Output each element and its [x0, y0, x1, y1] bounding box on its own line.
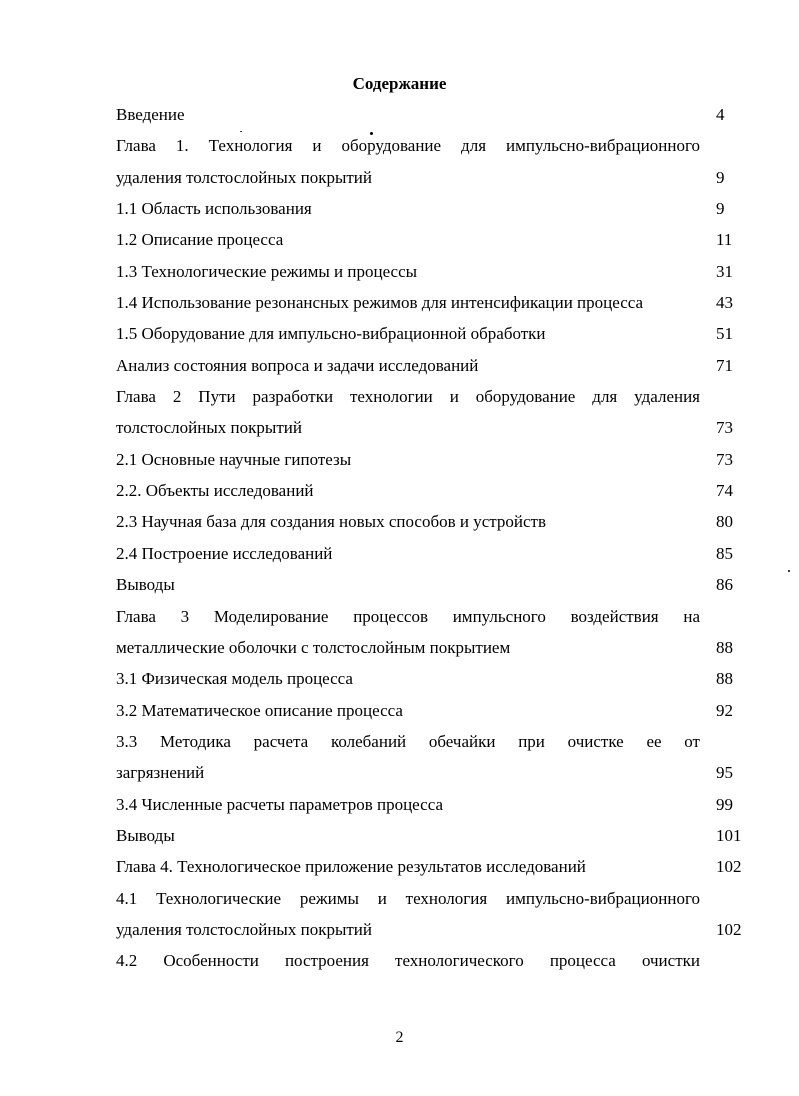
- toc-entry-text: 2.2. Объекты исследований: [116, 481, 314, 501]
- toc-entry: [0, 695, 799, 726]
- toc-entry-page: 73: [716, 418, 733, 438]
- toc-entry-text: Выводы: [116, 825, 175, 845]
- toc-entry-text: 4.1 Технологические режимы и технология импульсно-вибрационного: [116, 888, 700, 908]
- toc-entry: [0, 99, 799, 130]
- toc-entry: [0, 538, 799, 569]
- toc-entry: [0, 632, 799, 663]
- toc-entry-page: 71: [716, 355, 733, 375]
- toc-entry-text: 4.2 Особенности построения технологического процесса очистки: [116, 951, 700, 971]
- toc-entry-page: 51: [716, 324, 733, 344]
- toc-entry: [0, 820, 799, 851]
- toc-entry-page: 88: [716, 637, 733, 657]
- toc-entry-page: 11: [716, 230, 733, 250]
- toc-entry: [0, 162, 799, 193]
- toc-entry-text: удаления толстослойных покрытий: [116, 919, 373, 939]
- toc-entry-page: 31: [716, 261, 733, 281]
- toc-entry-text: 1.3 Технологические режимы и процессы: [116, 261, 418, 281]
- toc-entry-page: 73: [716, 449, 733, 469]
- toc-entry-page: 9: [716, 199, 725, 219]
- scan-speck: [370, 132, 373, 135]
- toc-entry-text: загрязнений: [116, 763, 205, 783]
- toc-entry: [0, 789, 799, 820]
- toc-entry: [0, 506, 799, 537]
- toc-entry-text: Глава 4. Технологическое приложение результатов исследований: [116, 857, 586, 877]
- toc-entry: [0, 726, 799, 757]
- toc-entry-text: металлические оболочки с толстослойным покрытием: [116, 637, 511, 657]
- toc-entry: [0, 663, 799, 694]
- toc-entry-text: 3.4 Численные расчеты параметров процесса: [116, 794, 443, 814]
- toc-entry-page: 88: [716, 669, 733, 689]
- toc-entry-text: Анализ состояния вопроса и задачи исследований: [116, 355, 479, 375]
- toc-entry: [0, 945, 799, 976]
- toc-entry-text: 2.4 Построение исследований: [116, 543, 333, 563]
- toc-entry-text: 1.4 Использование резонансных режимов для интенсификации процесса: [116, 293, 644, 313]
- toc-entry-text: Глава 2 Пути разработки технологии и оборудование для удаления: [116, 387, 700, 407]
- toc-entry: [0, 475, 799, 506]
- toc-entry: [0, 130, 799, 161]
- toc-entry: [0, 914, 799, 945]
- toc-entry-page: 102: [716, 919, 742, 939]
- toc-entry-page: 85: [716, 543, 733, 563]
- toc-entry: [0, 412, 799, 443]
- toc-entry-page: 74: [716, 481, 733, 501]
- toc-entry-text: удаления толстослойных покрытий: [116, 167, 373, 187]
- toc-entry-text: Введение: [116, 105, 185, 124]
- toc-entry-page: 80: [716, 512, 733, 532]
- toc-entry-page: 95: [716, 763, 733, 783]
- toc-entry-text: 1.5 Оборудование для импульсно-вибрационной обработки: [116, 324, 546, 344]
- toc-entry: [0, 193, 799, 224]
- scan-speck: [788, 570, 790, 572]
- toc-entry: [0, 601, 799, 632]
- toc-entry: [0, 757, 799, 788]
- toc-entry: [0, 381, 799, 412]
- toc-entry-text: 3.3 Методика расчета колебаний обечайки при очистке ее от: [116, 731, 700, 751]
- toc-entry: [0, 224, 799, 255]
- toc-entry-page: 92: [716, 700, 733, 720]
- toc-list: [0, 99, 799, 977]
- toc-entry: [0, 883, 799, 914]
- toc-entry: [0, 256, 799, 287]
- toc-entry-text: Выводы: [116, 575, 175, 595]
- toc-entry-page: 9: [716, 167, 725, 187]
- page-number: 2: [395, 1029, 404, 1046]
- toc-entry-text: 3.2 Математическое описание процесса: [116, 700, 403, 720]
- toc-entry-page: 99: [716, 794, 733, 814]
- toc-entry-text: Глава 1. Технология и оборудование для импульсно-вибрационного: [116, 136, 700, 156]
- toc-entry-text: 1.2 Описание процесса: [116, 230, 284, 250]
- toc-entry-text: 3.1 Физическая модель процесса: [116, 669, 353, 689]
- toc-entry: [0, 569, 799, 600]
- toc-entry-text: Глава 3 Моделирование процессов импульсного воздействия на: [116, 606, 700, 626]
- toc-entry-page: 101: [716, 825, 742, 845]
- toc-entry-text: 2.3 Научная база для создания новых способов и устройств: [116, 512, 547, 532]
- toc-entry-text: 2.1 Основные научные гипотезы: [116, 449, 352, 469]
- toc-entry-page: 43: [716, 293, 733, 313]
- toc-title: Содержание: [352, 74, 447, 93]
- toc-entry: [0, 444, 799, 475]
- toc-entry-text: 1.1 Область использования: [116, 199, 312, 219]
- toc-entry: [0, 350, 799, 381]
- toc-entry-text: толстослойных покрытий: [116, 418, 302, 438]
- toc-entry: [0, 287, 799, 318]
- toc-entry: [0, 851, 799, 882]
- toc-entry-page: 4: [716, 105, 725, 124]
- scan-speck: [240, 131, 242, 132]
- toc-entry-page: 86: [716, 575, 733, 595]
- toc-entry-page: 102: [716, 857, 742, 877]
- toc-entry: [0, 318, 799, 349]
